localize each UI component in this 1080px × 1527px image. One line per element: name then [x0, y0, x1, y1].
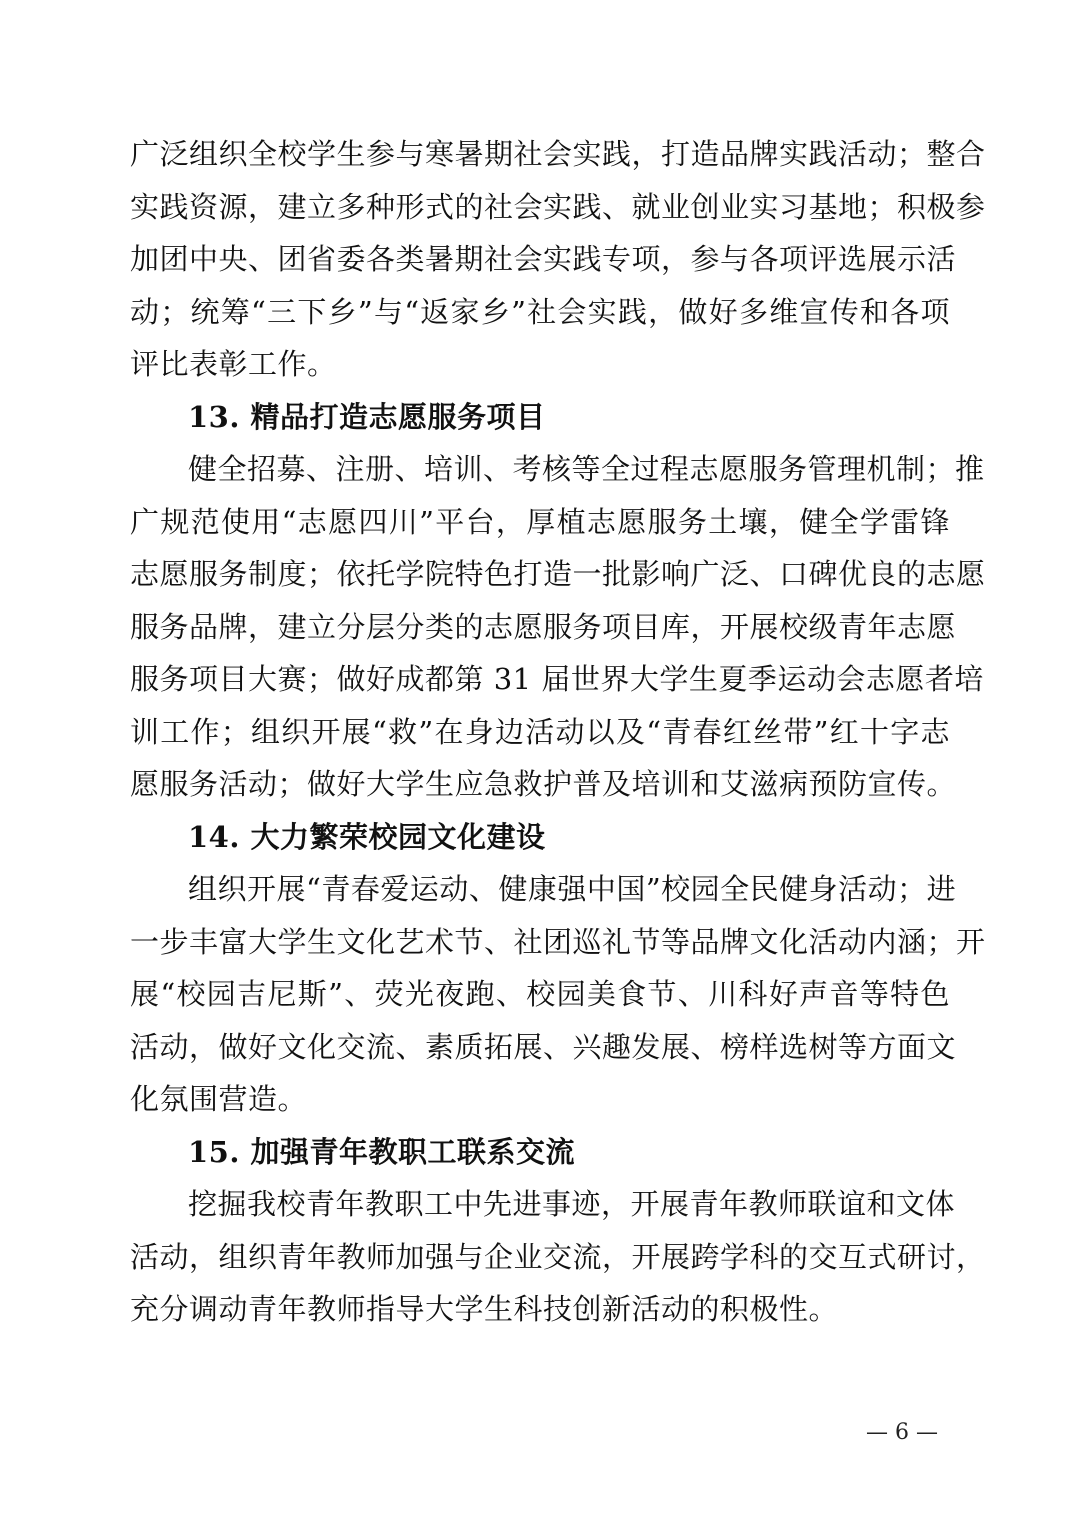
paragraph-line: 评比表彰工作。: [130, 347, 337, 381]
paragraph-line: 化氛围营造。: [130, 1082, 308, 1116]
section-13-heading: 13. 精品打造志愿服务项目: [188, 399, 546, 434]
paragraph-line: 加团中央、团省委各类暑期社会实践专项，参与各项评选展示活: [130, 242, 957, 276]
paragraph-line: 健全招募、注册、培训、考核等全过程志愿服务管理机制；推: [188, 452, 985, 486]
paragraph-line: 活动，做好文化交流、素质拓展、兴趣发展、榜样选树等方面文: [130, 1029, 957, 1064]
section-15-heading: 15. 加强青年教职工联系交流: [188, 1134, 576, 1169]
paragraph-line: 服务项目大赛；做好成都第 31 届世界大学生夏季运动会志愿者培: [130, 662, 984, 696]
paragraph-line: 志愿服务制度；依托学院特色打造一批影响广泛、口碑优良的志愿: [130, 557, 986, 591]
paragraph-line: 训工作；组织开展“救”在身边活动以及“青春红丝带”红十字志: [130, 714, 950, 749]
paragraph-line: 服务品牌，建立分层分类的志愿服务项目库，开展校级青年志愿: [130, 609, 957, 644]
paragraph-line: 动；统筹“三下乡”与“返家乡”社会实践，做好多维宣传和各项: [130, 294, 950, 329]
paragraph-line: 实践资源，建立多种形式的社会实践、就业创业实习基地；积极参: [130, 189, 986, 224]
paragraph-line: 广规范使用“志愿四川”平台，厚植志愿服务土壤，健全学雷锋: [130, 504, 950, 539]
section-14-heading: 14. 大力繁荣校园文化建设: [188, 819, 546, 854]
paragraph-line: 活动，组织青年教师加强与企业交流，开展跨学科的交互式研讨，: [130, 1239, 986, 1274]
paragraph-line: 愿服务活动；做好大学生应急救护普及培训和艾滋病预防宣传。: [130, 767, 957, 801]
paragraph-line: 展“校园吉尼斯”、荧光夜跑、校园美食节、川科好声音等特色: [130, 977, 950, 1011]
paragraph-line: 广泛组织全校学生参与寒暑期社会实践，打造品牌实践活动；整合: [130, 137, 986, 171]
document-body: [130, 128, 986, 1336]
page-number: — 6 —: [866, 1420, 938, 1445]
paragraph-line: 充分调动青年教师指导大学生科技创新活动的积极性。: [130, 1292, 839, 1326]
paragraph-line: 一步丰富大学生文化艺术节、社团巡礼节等品牌文化活动内涵；开: [130, 924, 986, 959]
paragraph-line: 挖掘我校青年教职工中先进事迹，开展青年教师联谊和文体: [188, 1187, 956, 1221]
paragraph-line: 组织开展“青春爱运动、健康强中国”校园全民健身活动；进: [188, 872, 957, 906]
